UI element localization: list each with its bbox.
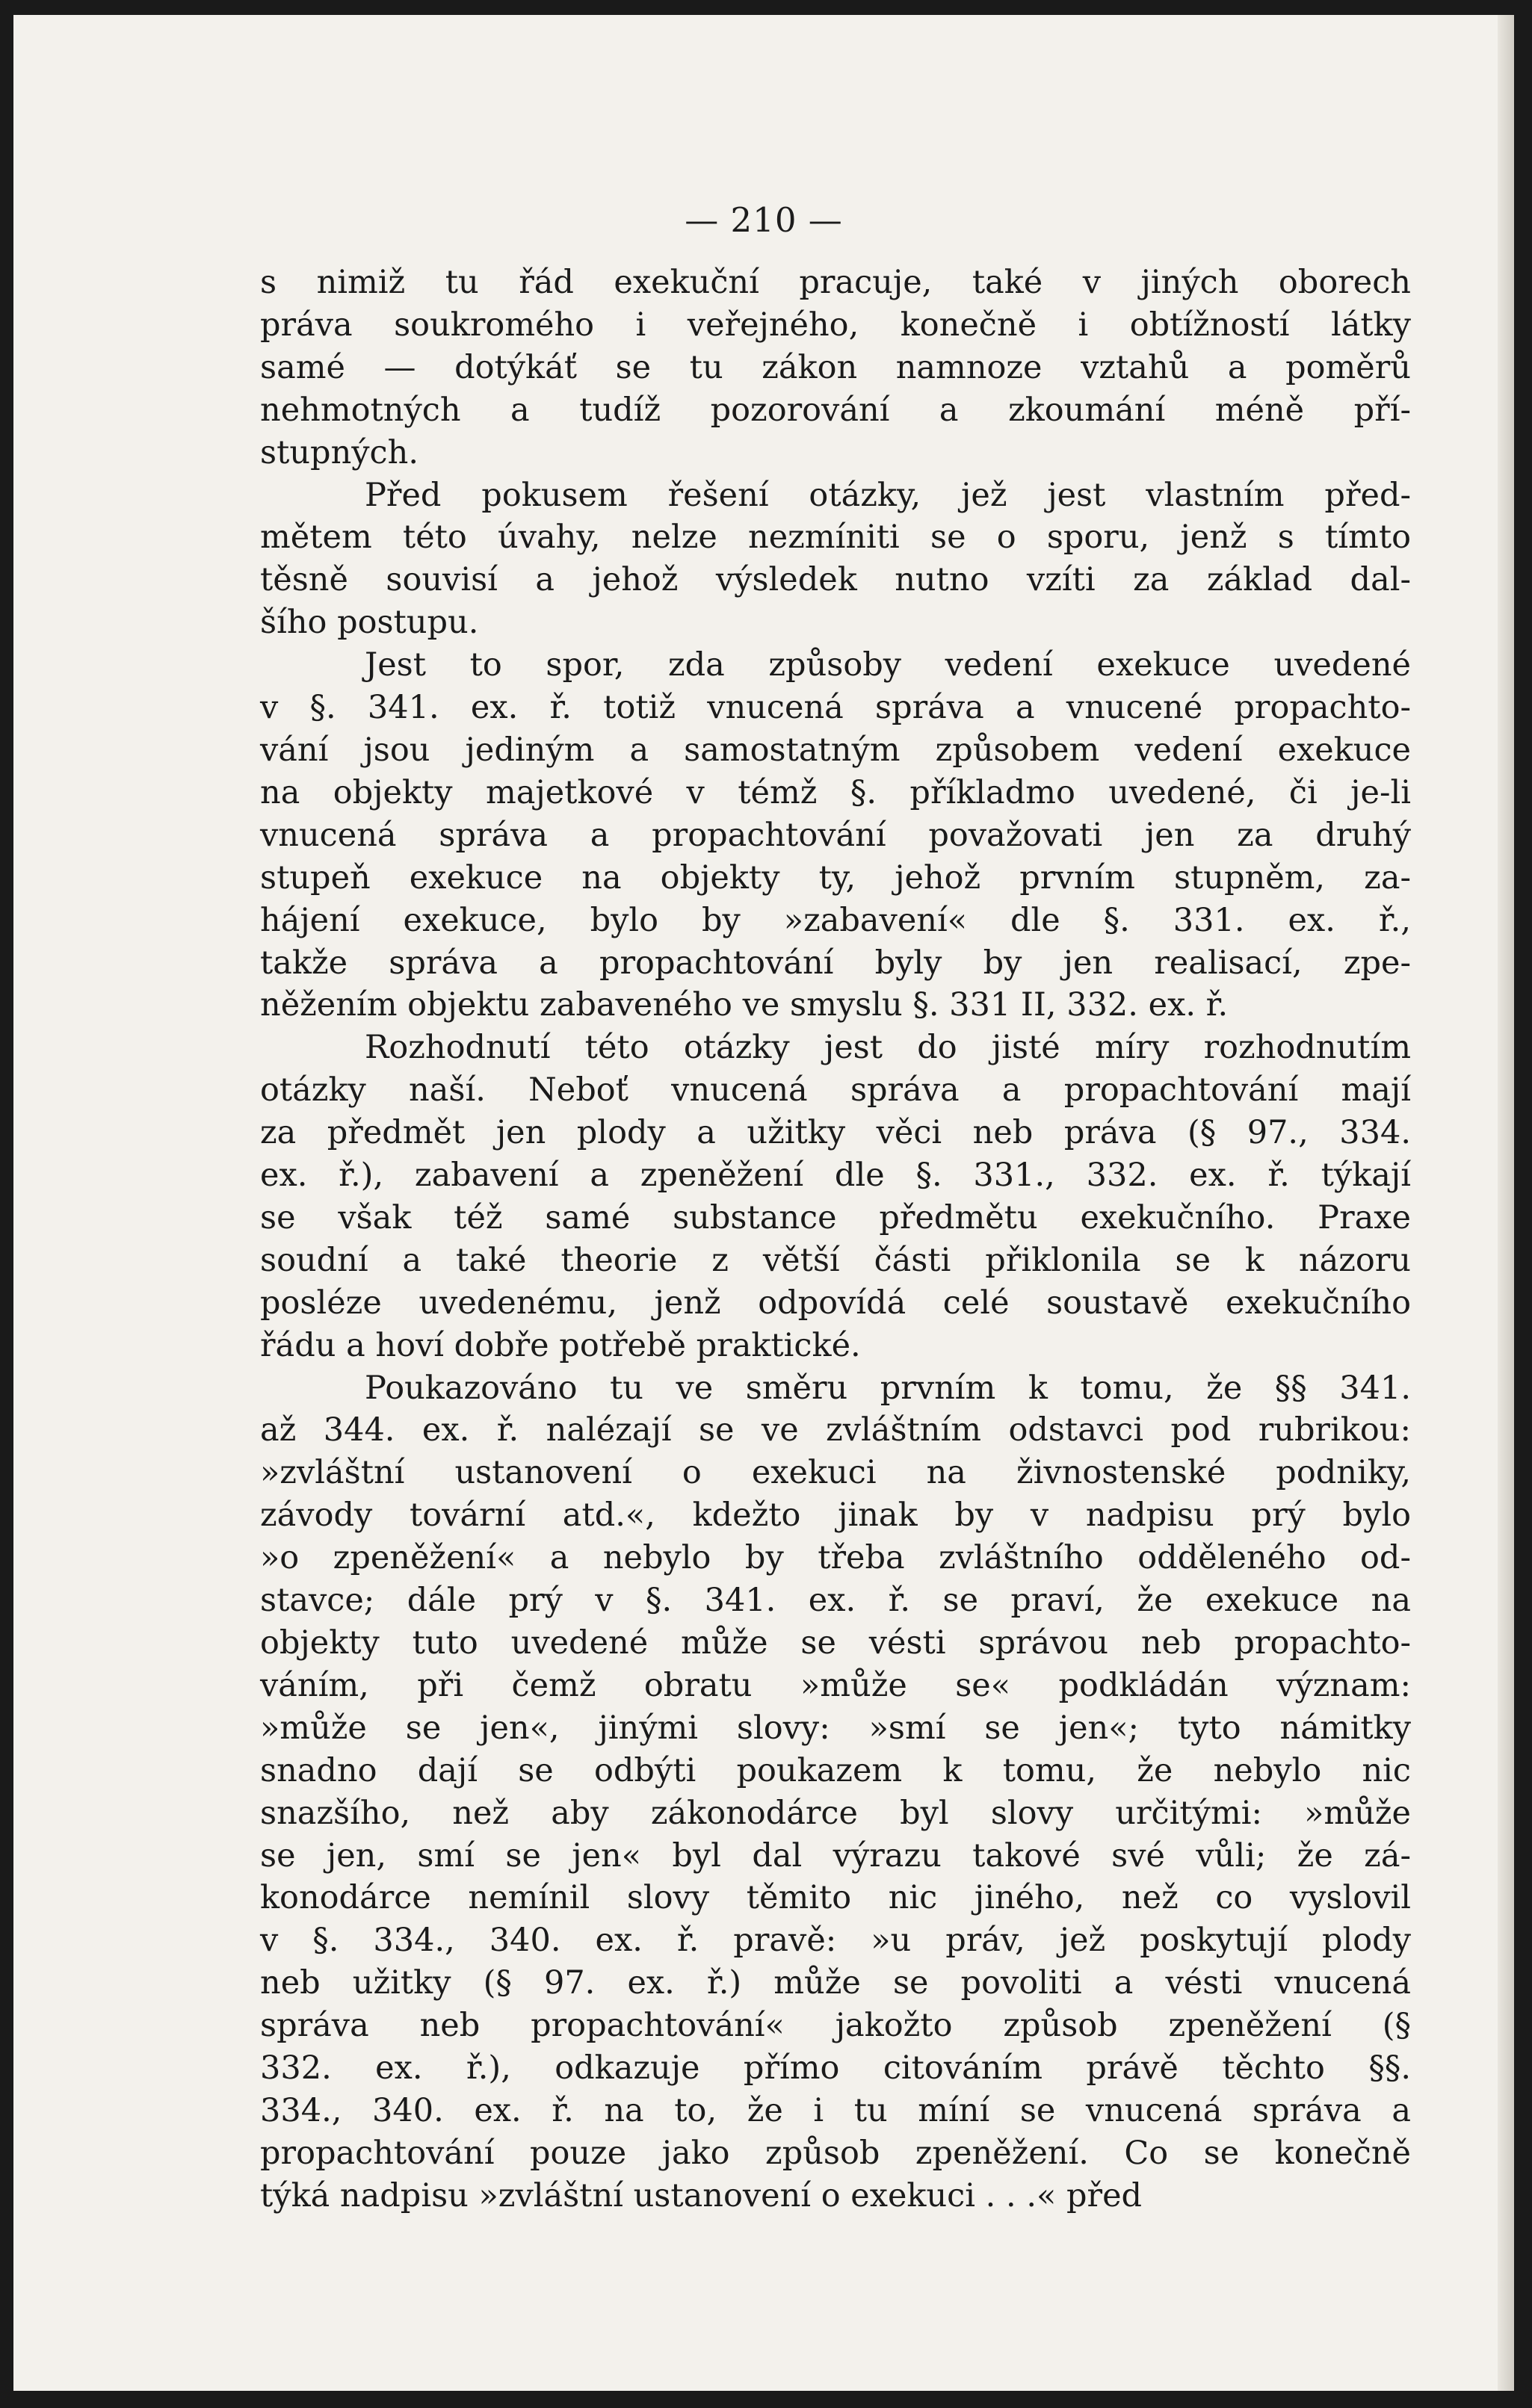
text-line: Rozhodnutí této otázky jest do jisté míry rozhodnutím [365, 1029, 1411, 1067]
text-line: »zvláštní ustanovení o exekuci na živnostenské podniky, [260, 1454, 1411, 1492]
text-line: snadno dají se odbýti poukazem k tomu, že nebylo nic [260, 1751, 1411, 1789]
text-line: něžením objektu zabaveného ve smyslu §. 331 II, 332. ex. ř. [260, 986, 1229, 1024]
text-line: takže správa a propachtování byly by jen realisací, zpe- [260, 944, 1411, 982]
text-line: se jen, smí se jen« byl dal výrazu takové své vůli; že zá- [260, 1836, 1411, 1875]
text-line: konodárce nemínil slovy těmito nic jiného, než co vyslovil [260, 1879, 1411, 1917]
text-line: snazšího, než aby zákonodárce byl slovy určitými: »může [260, 1794, 1411, 1832]
text-line: ex. ř.), zabavení a zpeněžení dle §. 331., 332. ex. ř. týkají [260, 1157, 1411, 1195]
text-line: »může se jen«, jinými slovy: »smí se jen«; tyto námitky [260, 1709, 1411, 1747]
book-page [13, 15, 1514, 2391]
page-number: — 210 — [685, 200, 843, 240]
text-line: mětem této úvahy, nelze nezmíniti se o sporu, jenž s tímto [260, 519, 1411, 557]
text-line: stavce; dále prý v §. 341. ex. ř. se praví, že exekuce na [260, 1582, 1411, 1620]
text-line: posléze uvedenému, jenž odpovídá celé soustavě exekučního [260, 1284, 1411, 1322]
text-line: Před pokusem řešení otázky, jež jest vlastním před- [365, 476, 1411, 514]
text-line: se však též samé substance předmětu exekučního. Praxe [260, 1198, 1411, 1237]
text-line: v §. 341. ex. ř. totiž vnucená správa a vnucené propachto- [260, 689, 1411, 727]
text-line: neb užitky (§ 97. ex. ř.) může se povoliti a vésti vnucená [260, 1964, 1411, 2002]
text-line: těsně souvisí a jehož výsledek nutno vzíti za základ dal- [260, 561, 1411, 599]
text-line: s nimiž tu řád exekuční pracuje, také v jiných oborech [260, 264, 1411, 301]
text-line: práva soukromého i veřejného, konečně i obtížností látky [260, 306, 1411, 344]
text-line: řádu a hoví dobře potřebě praktické. [260, 1326, 861, 1364]
text-line: soudní a také theorie z větší části přiklonila se k názoru [260, 1241, 1411, 1279]
text-line: propachtování pouze jako způsob zpeněžení. Co se konečně [260, 2134, 1411, 2172]
text-line: až 344. ex. ř. nalézají se ve zvláštním odstavci pod rubrikou: [260, 1411, 1411, 1449]
paragraph [260, 474, 1411, 645]
page-edge [1498, 15, 1514, 2391]
text-line: objekty tuto uvedené může se vésti správou neb propachto- [260, 1624, 1411, 1662]
text-line: nehmotných a tudíž pozorování a zkoumání méně pří- [260, 391, 1411, 429]
paragraph [260, 261, 1411, 474]
text-line: v §. 334., 340. ex. ř. pravě: »u práv, jež poskytují plody [260, 1922, 1411, 1960]
text-line: správa neb propachtování« jakožto způsob zpeněžení (§ [260, 2007, 1411, 2045]
text-line: závody tovární atd.«, kdežto jinak by v nadpisu prý bylo [260, 1497, 1411, 1535]
text-line: za předmět jen plody a užitky věci neb práva (§ 97., 334. [260, 1114, 1411, 1152]
text-line: váním, při čemž obratu »může se« podkládán význam: [260, 1666, 1411, 1704]
text-line: stupných. [260, 433, 418, 471]
body-text [260, 261, 1411, 2217]
text-line: šího postupu. [260, 604, 479, 642]
text-line: 334., 340. ex. ř. na to, že i tu míní se vnucená správa a [260, 2091, 1411, 2129]
text-line: na objekty majetkové v témž §. příkladmo uvedené, či je-li [260, 773, 1411, 811]
text-line: 332. ex. ř.), odkazuje přímo citováním právě těchto §§. [260, 2049, 1411, 2087]
text-line: otázky naší. Neboť vnucená správa a propachtování mají [260, 1071, 1411, 1109]
text-line: stupeň exekuce na objekty ty, jehož prvním stupněm, za- [260, 858, 1411, 897]
text-line: Jest to spor, zda způsoby vedení exekuce uvedené [365, 646, 1411, 684]
text-line: »o zpeněžení« a nebylo by třeba zvláštního odděleného od- [260, 1539, 1411, 1577]
text-line: vání jsou jediným a samostatným způsobem vedení exekuce [260, 731, 1411, 769]
text-line: hájení exekuce, bylo by »zabavení« dle §. 331. ex. ř., [260, 901, 1411, 939]
text-line: vnucená správa a propachtování považovati jen za druhý [260, 816, 1411, 854]
text-line: týká nadpisu »zvláštní ustanovení o exekuci . . .« před [260, 2176, 1143, 2214]
paragraph [260, 644, 1411, 1027]
paragraph [260, 1367, 1411, 2217]
text-line: samé — dotýkáť se tu zákon namnoze vztahů a poměrů [260, 348, 1411, 386]
paragraph [260, 1027, 1411, 1367]
text-line: Poukazováno tu ve směru prvním k tomu, že §§ 341. [365, 1369, 1411, 1407]
